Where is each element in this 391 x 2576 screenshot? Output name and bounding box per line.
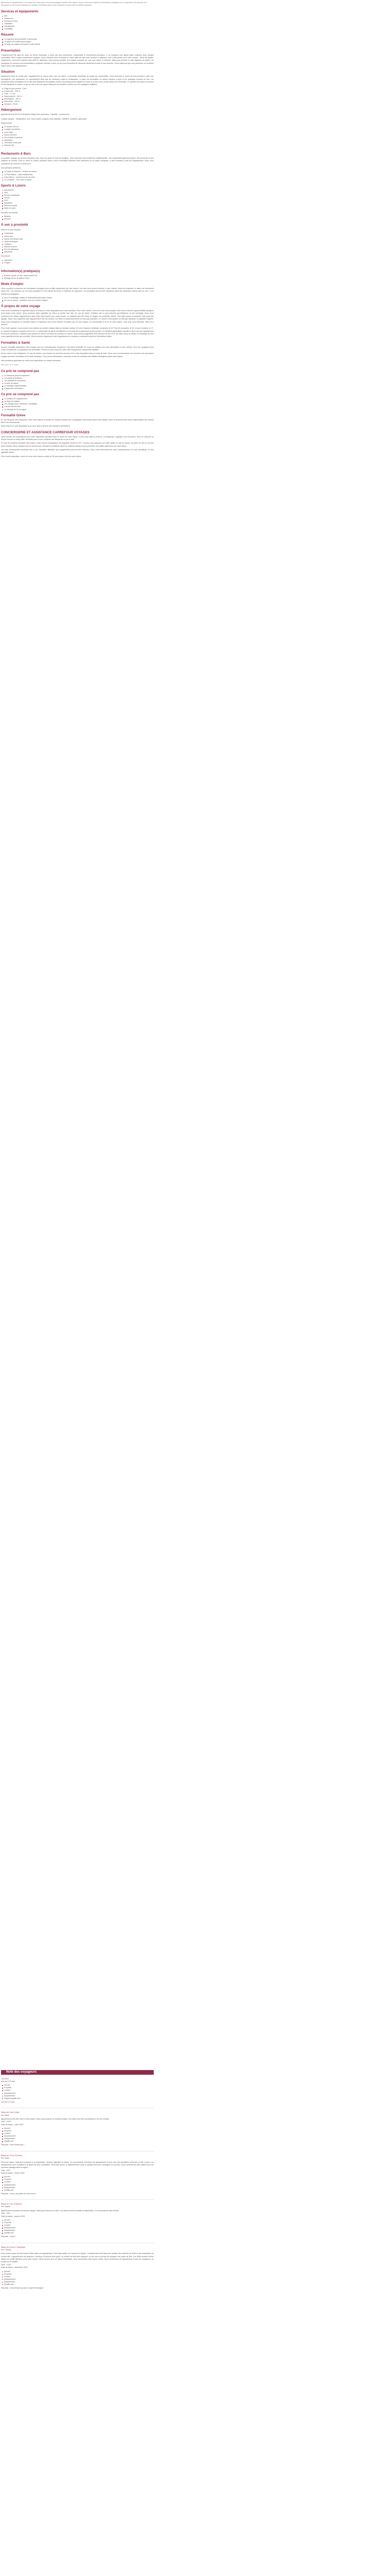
restaurants-text: Le quartier regorge de bonnes adresses pour tous les goûts et tous les budgets. Vous trouverez des brasseries traditionnelles, des restaurants gastronomiques, des pizzerias et des cuisines du monde. Pour un verre en soirée, plusieurs bars à vins et terrasses animées vous attendent sur la place principale, à deux minutes à pied de l'appartement. Nous vous conseillons de réserver le week-end. (1, 157, 154, 165)
hebergement-equip-title: Équipements : (1, 122, 13, 124)
list-item: Vignobles (4, 259, 154, 262)
formalites-text-2: Aucun vaccin n'est obligatoire. En cas de besoin, une trousse de premiers secours est à votre disposition dans la salle de bain. Nous vous recommandons de souscrire une assurance voyage couvrant l'annulation et les frais médicaux. Pour plus d'informations, consultez le site du ministère des Affaires étrangères avant votre départ. (1, 352, 154, 358)
list-item: Cathédrale (4, 232, 154, 235)
review-response: Réponse : merci beaucoup pour ce gentil message ! (1, 2287, 44, 2290)
list-item: Parcours et lieux (4, 20, 154, 23)
list-item: Confort (4, 2224, 154, 2227)
review-criteria (1, 2127, 154, 2143)
list-item: Randonnée (4, 189, 154, 192)
review-stay: Date de séjour : janvier 2024 (1, 2215, 25, 2217)
resume-list (1, 38, 154, 46)
list-item: Le Petit Bistrot – plats traditionnels (4, 174, 154, 176)
situation-heading: Situation (1, 70, 15, 74)
list-item: Musée des Beaux-Arts (4, 238, 154, 241)
list-item: Propreté (4, 2273, 154, 2276)
review-item (1, 2111, 154, 2147)
list-item: Emplacement (4, 2184, 154, 2187)
review-stay: Date de séjour : février 2024 (1, 2172, 25, 2174)
list-item: Belvédère (4, 251, 154, 253)
conciergerie-heading: CONCIERGERIE ET ASSISTANCE CARREFOUR VOYAGES (1, 430, 90, 434)
comprend-heading: Ce prix ne comprend pas (1, 393, 39, 397)
infos-heading: Information(s) pratique(s) (1, 269, 40, 273)
list-item: Accueil (4, 2219, 154, 2222)
presentation-text: L'appartement est situé au cœur du centre historique, à deux pas des commerces, restaurants et monuments principaux. Il se compose d'un grand salon lumineux avec canapé convertible, d'une cuisine entièrement équipée, d'une chambre avec lit double et d'une salle de bain avec douche à l'italienne. Tout a été pensé pour votre confort : literie de qualité, rangements, connexion internet haut débit et télévision. Vous pourrez profiter d'un balcon donnant sur une cour calme et arborée, idéal pour prendre le petit déjeuner au soleil. Les transports en commun sont accessibles à quelques minutes à pied, ce qui vous permettra de découvrir facilement la ville et ses environs. Nous espérons que vous passerez un excellent séjour dans notre appartement. (1, 54, 154, 67)
list-item: Restaurant (4, 18, 154, 20)
list-item: Équipements (4, 2229, 154, 2232)
summary-label: Avis sur 172 avis (1, 2080, 15, 2082)
list-item: Propreté (4, 2087, 154, 2089)
avoir-heading: À voir à proximité (1, 223, 28, 227)
list-item: La taxe de séjour (4, 382, 154, 385)
list-item: Le logement peut accueillir 4 personnes (4, 38, 154, 41)
list-item: Balades (4, 215, 154, 218)
list-item: Le ménage de fin de séjour (4, 409, 154, 411)
list-item: Propreté (4, 2130, 154, 2132)
list-item: Emplacement (4, 2135, 154, 2138)
intro-text: Bienvenue à l'appartement ! Ce carnet est conçu pour vous accompagner durant votre séjour. Vous y trouverez toutes les informations pratiques sur le logement, les services, les transports et les bonnes adresses du quartier. N'hésitez pas à nous contacter si vous avez la moindre question. (1, 2, 147, 7)
list-item: Climatisation (4, 25, 154, 28)
list-item: Plage la plus proche : 2 km (4, 88, 154, 90)
list-item: Wifi (4, 15, 154, 18)
mode-heading: Mode d'emploi (1, 282, 24, 286)
conciergerie-text-2: En cas de problème pendant votre séjour, notre service d'assistance est joignable 24h/24 et 7j/7. Il pourra vous apporter une aide rapide en cas de panne, de perte de clés ou de tout autre incident. Nous mettrons tout en œuvre pour résoudre le problème dans les meilleurs délais et vous permettre de profiter pleinement de votre séjour. (1, 442, 154, 447)
list-item: Pour le chauffage, utilisez le thermostat situé dans l'entrée. (4, 297, 154, 299)
list-item: Équitation (4, 202, 154, 205)
list-item: L'assurance annulation (4, 387, 154, 390)
review-date: Séjour du 2 au 9 mars (1, 2111, 20, 2114)
list-item: Les repas et boissons (4, 377, 154, 380)
list-item: Chez Marco – pizzeria au feu de bois (4, 176, 154, 179)
list-item: Aéroport : 25 km (4, 103, 154, 106)
sports-list-2 (1, 215, 154, 221)
mode-list (1, 297, 154, 302)
review-item (1, 2203, 154, 2239)
review-date: Séjour du 20 au 27 décembre (1, 2246, 26, 2248)
review-text: Appartement très bien situé et très propre. Nous avons passé un excellent séjour. Les hôtes sont très accueillants et de bon conseil. (1, 2117, 109, 2120)
review-divider (1, 2199, 154, 2200)
list-item: Le séjour est entièrement équipé (4, 41, 154, 43)
conciergerie-text: Notre service de conciergerie est à votre disposition pendant toute la durée de votre séjour. Il peut vous aider à réserver un restaurant, organiser une excursion, louer un véhicule ou encore trouver un baby-sitter. N'hésitez pas à nous contacter par téléphone ou par e-mail. (1, 435, 154, 441)
list-item: Confort (4, 2276, 154, 2278)
list-item: Vieille ville (4, 235, 154, 238)
list-item: Équipements (4, 2281, 154, 2283)
review-author: Par Thomas (1, 2249, 11, 2251)
situation-list (1, 88, 154, 106)
formalites-text-3: Nos conditions générales de vente sont disponibles sur simple demande. (1, 359, 61, 362)
list-item: Propreté (4, 2222, 154, 2224)
services-list (1, 15, 154, 31)
list-item: Qualité-prix (4, 2140, 154, 2143)
list-item: Qualité-prix (4, 2189, 154, 2192)
review-text: Nous avons passé de très bonnes fêtes dans cet appartement. Tout était parfait, de l'accueil au départ. L'emplacement est idéal pour profiter des marchés de Noël et des animations du centre-ville. L'appartement est spacieux, lumineux et décoré avec goût. La cuisine est très bien équipée, ce qui nous a permis de préparer nos repas de fête. Les hôtes avaient même laissé une petite attention pour notre arrivée. Merci encore pour ce séjour inoubliable, nous reviendrons sans aucun doute. Nous conseillons cet appartement à tous les voyageurs, en couple ou en famille. (1, 2252, 154, 2263)
list-item: Le ménage supplémentaire (4, 385, 154, 387)
review-author: Par Marie (1, 2114, 9, 2116)
list-item: Fer et table à repasser (4, 137, 154, 139)
list-item: Accueil (4, 2270, 154, 2273)
review-item (1, 2246, 154, 2290)
list-item: Accueil (4, 2084, 154, 2087)
review-text: Très bon séjour, logement conforme à la description. Quartier agréable et calme. Je recommande vivement cet appartement à tous ceux qui souhaitent découvrir la ville à pied. Les équipements sont complets et la literie est très confortable. Seul petit bémol, le stationnement dans le quartier peut être compliqué en journée. Nous reviendrons avec plaisir lors d'un prochain passage dans la région. (1, 2161, 154, 2169)
list-item: Supermarché : 300 m (4, 95, 154, 98)
restaurants-heading: Restaurants & Bars (1, 152, 31, 156)
list-item: Les activités et excursions (4, 380, 154, 382)
list-item: Emplacement (4, 2278, 154, 2281)
sports-list (1, 189, 154, 210)
list-item: Musées (4, 218, 154, 221)
hebergement-heading: Hébergement (1, 108, 22, 112)
hebergement-list (1, 126, 154, 147)
avoir-sub-2: Excursions : (1, 255, 11, 258)
formalite-greve-text: En cas de grève des transports, nous vous invitons à vérifier les horaires auprès des compagnies concernées avant votre départ. Nous ne pourrons être tenus responsables des retards liés à ces événements. (1, 418, 154, 423)
list-item: Boulangerie : 100 m (4, 98, 154, 100)
review-response: Réponse : merci beaucoup ! (1, 2144, 24, 2146)
list-item: Emplacement (4, 2092, 154, 2095)
reviews-heading: Note des voyageurs (1, 2070, 154, 2075)
list-item: Gare : 1,2 km (4, 93, 154, 95)
propos-text: Nous vous souhaitons un agréable séjour et restons à votre disposition pour toute question. Pour votre confort, merci de nous communiquer votre heure d'arrivée approximative quelques jours avant votre venue. Nous pourrons ainsi organiser au mieux la remise des clés. En cas de retard, n'hésitez pas à nous prévenir par téléphone ou par message. Nous vous remercions de laisser l'appartement dans l'état dans lequel vous l'avez trouvé. La vaisselle doit être lavée et rangée, les poubelles vidées. Tout objet cassé ou détérioré doit nous être signalé. Nous vous rappelons que l'appartement est non-fumeur. Les fêtes et rassemblements ne sont pas autorisés. Le nombre d'occupants ne doit pas dépasser la capacité indiquée. Nous vous souhaitons un excellent séjour et espérons vous revoir bientôt. N'oubliez pas de nous laisser un commentaire à la fin de votre séjour, votre avis nous intéresse. Merci et à bientôt ! (1, 310, 154, 326)
list-item: Le Comptoir – bar à vins et tapas (4, 179, 154, 181)
review-date: Séjour du 14 au 21 février (1, 2154, 23, 2157)
formalites-heading: Formalités & Santé (1, 341, 30, 345)
list-item: Propreté (4, 2178, 154, 2181)
formalite-greve-heading: Formalité Grève (1, 413, 26, 417)
list-item: Jardin botanique (4, 241, 154, 243)
avoir-list-2 (1, 259, 154, 264)
list-item: Marché couvert (4, 246, 154, 248)
list-item: Salle de sport (4, 207, 154, 210)
list-item: Pharmacie : 150 m (4, 100, 154, 103)
review-rating: Note : 10/10 (1, 2121, 11, 2123)
reviews-section (1, 2070, 154, 2290)
list-item: Télévision écran plat (4, 142, 154, 144)
propos-heading: À propos de votre voyage (1, 304, 40, 309)
list-item: Accueil (4, 2176, 154, 2178)
list-item: Lave-linge (4, 131, 154, 134)
list-item: Confort (4, 2181, 154, 2183)
list-item: Golf (4, 199, 154, 202)
list-item: Aspirateur (4, 139, 154, 142)
mode-text: Vous trouverez ci-dessous les principales consignes pour profiter pleinement de votre séjour. Les clés vous seront remises à votre arrivée. Merci de respecter le calme de l'immeuble après 22h. Les animaux ne sont pas acceptés et il est interdit de fumer à l'intérieur du logement. Les poubelles doivent être déposées dans les conteneurs situés dans la cour. Le tri sélectif est obligatoire. (1, 287, 154, 295)
review-criteria (1, 2270, 154, 2286)
list-item: Rapport qualité-prix (4, 2097, 154, 2100)
list-item: Gorges (4, 262, 154, 264)
review-rating: Note : 9/10 (1, 2169, 10, 2172)
summary-heading: Très bien (1, 2077, 9, 2080)
list-item: Parcours sportif (4, 205, 154, 207)
list-item: Château (4, 243, 154, 246)
review-stay: Date de séjour : décembre 2023 (1, 2266, 28, 2269)
list-item: Accueil (4, 2127, 154, 2130)
list-item: Canapé convertible (4, 128, 154, 131)
review-rating: Note : 9/10 (1, 2212, 10, 2215)
review-list (1, 2108, 154, 2290)
restaurants-list (1, 171, 154, 181)
list-item: Équipements (4, 2095, 154, 2097)
propos-text-2: Pour toute urgence, vous pouvez nous joindre au numéro indiqué dans la rubrique contact. En cas d'urgence médicale, composez le 15. Pour les pompiers, le 18, et pour la police, le 17. Le numéro d'urgence européen est le 112. La pharmacie de garde est affichée sur la porte de la pharmacie la plus proche. Un médecin généraliste consulte à deux rues de l'appartement du lundi au vendredi. L'hôpital le plus proche se trouve à environ dix minutes en voiture. Nous restons joignables tous les jours de 8h à 21h. Au-delà, merci de laisser un message et nous vous rappellerons dès que possible. Vous trouverez également dans l'appartement un classeur contenant toutes les informations utiles. (1, 327, 154, 338)
review-response: Réponse : merci, au plaisir de vous revoir ! (1, 2192, 37, 2195)
restaurants-sub: Nos adresses préférées : (1, 167, 22, 170)
list-item: La Table du Marché – cuisine de saison (4, 171, 154, 173)
review-response: Réponse : merci ! (1, 2235, 16, 2238)
review-rating: Note : 10/10 (1, 2263, 11, 2266)
prix-heading: Ce prix ne comprend pas (1, 369, 39, 373)
list-item: Lit double 160 cm (4, 126, 154, 128)
hebergement-text: Appartement de 55 m² au deuxième étage avec ascenseur. Capacité : 4 personnes. (1, 113, 70, 116)
list-item: Port de plaisance (4, 248, 154, 251)
sports-sub: Activités à proximité : (1, 211, 19, 214)
conciergerie-text-3: Les frais d'intervention éventuels liés à une mauvaise utilisation des équipements pourront être facturés. Nous vous remercions de votre compréhension et vous souhaitons un très agréable séjour. (1, 449, 154, 454)
list-item: Qualité-prix (4, 2283, 154, 2286)
prix-list (1, 375, 154, 391)
situation-text: Idéalement situé au centre-ville, l'appartement se trouve dans une rue calme, à proximité immédiate de toutes les commodités. Vous trouverez à moins de cinq minutes à pied une boulangerie, une pharmacie, un supermarché ainsi que de nombreux cafés et restaurants. La gare est accessible en quinze minutes à pied ou en quelques minutes en bus. Les principaux sites touristiques de la ville sont facilement accessibles à pied. Un parking public payant se trouve à environ deux cents mètres de l'immeuble. Le quartier est vivant en journée et très tranquille en soirée, ce qui en fait un lieu de séjour idéal pour les familles comme pour les voyageurs d'affaires. (1, 75, 154, 86)
list-item: Internet wifi (4, 144, 154, 147)
list-item: Le transport jusqu'au logement (4, 375, 154, 377)
review-author: Par Sophie (1, 2206, 10, 2208)
list-item: Arrivée à partir de 16h, départ avant 11h. (4, 275, 154, 277)
conciergerie-text-4: Pour toute réclamation, merci de nous écrire dans un délai de 30 jours après la fin de votre séjour. (1, 455, 82, 457)
list-item: Les charges (eau, électricité, chauffage) (4, 403, 154, 405)
list-item: Confort (4, 2089, 154, 2092)
formalite-greve-text-2: Nous restons à votre disposition pour vous aider à trouver des solutions alternatives. (1, 425, 71, 428)
list-item: Qualité-prix (4, 2232, 154, 2234)
list-item: Le linge de maison (4, 400, 154, 403)
hebergement-sub: Cuisine équipée : réfrigérateur, four, micro-ondes, plaques, lave-vaisselle, cafetière, bouilloire, grille-pain. (1, 117, 87, 120)
review-stay: Date de séjour : mars 2024 (1, 2123, 24, 2126)
review-criteria (1, 2176, 154, 2192)
list-item: Chauffage (4, 28, 154, 30)
list-item: En cas de panne, contactez-nous au numéro indiqué. (4, 299, 154, 302)
presentation-heading: Présentation (1, 48, 21, 53)
avoir-list (1, 232, 154, 253)
all-reviews-link[interactable]: Voir les 172 avis (1, 2100, 15, 2103)
review-date: Séjour du 3 au 10 janvier (1, 2203, 22, 2206)
summary-criteria (1, 2084, 154, 2100)
sports-heading: Sports & Loisirs (1, 183, 26, 188)
comprend-list (1, 398, 154, 411)
review-author: Par Julien (1, 2157, 9, 2160)
services-heading: Services et équipements (1, 9, 39, 13)
list-item: Piscine municipale (4, 194, 154, 197)
list-item: Ménage de fin de séjour inclus. (4, 277, 154, 280)
list-item: Équipements (4, 2187, 154, 2189)
list-item: La location de l'appartement (4, 398, 154, 400)
list-item: Équipements (4, 2138, 154, 2140)
review-text: Appartement charmant et très bien équipé. Idéal pour découvrir la ville. Les hôtes sont très réactifs et disponibles. Je recommande sans hésiter. (1, 2209, 119, 2212)
list-item: Emplacement (4, 2227, 154, 2229)
list-item: Centre-ville : 200 m (4, 90, 154, 93)
list-item: Le linge de maison est fourni à votre arrivée (4, 43, 154, 46)
list-item: L'accès internet wifi (4, 405, 154, 408)
formalites-note: Mis à jour le 12 mars (1, 364, 19, 366)
review-item (1, 2155, 154, 2195)
list-item: Tennis (4, 197, 154, 199)
list-item: Confort (4, 2132, 154, 2135)
review-summary (1, 2078, 154, 2104)
main-content (1, 2, 154, 458)
resume-heading: Résumé (1, 33, 14, 37)
list-item: Vélo (4, 192, 154, 194)
formalites-text: Aucune formalité particulière n'est requise pour les ressortissants européens. Une pièce d'identité en cours de validité vous sera demandée à votre arrivée. Pour les voyageurs hors Union européenne, un passeport est nécessaire. Pensez à vous munir de votre carte européenne d'assurance maladie. (1, 346, 154, 351)
list-item: Télévision (4, 23, 154, 25)
list-item: Sèche-cheveux (4, 134, 154, 137)
review-criteria (1, 2219, 154, 2235)
infos-list (1, 275, 154, 280)
avoir-sub: Sites à ne pas manquer : (1, 229, 22, 231)
